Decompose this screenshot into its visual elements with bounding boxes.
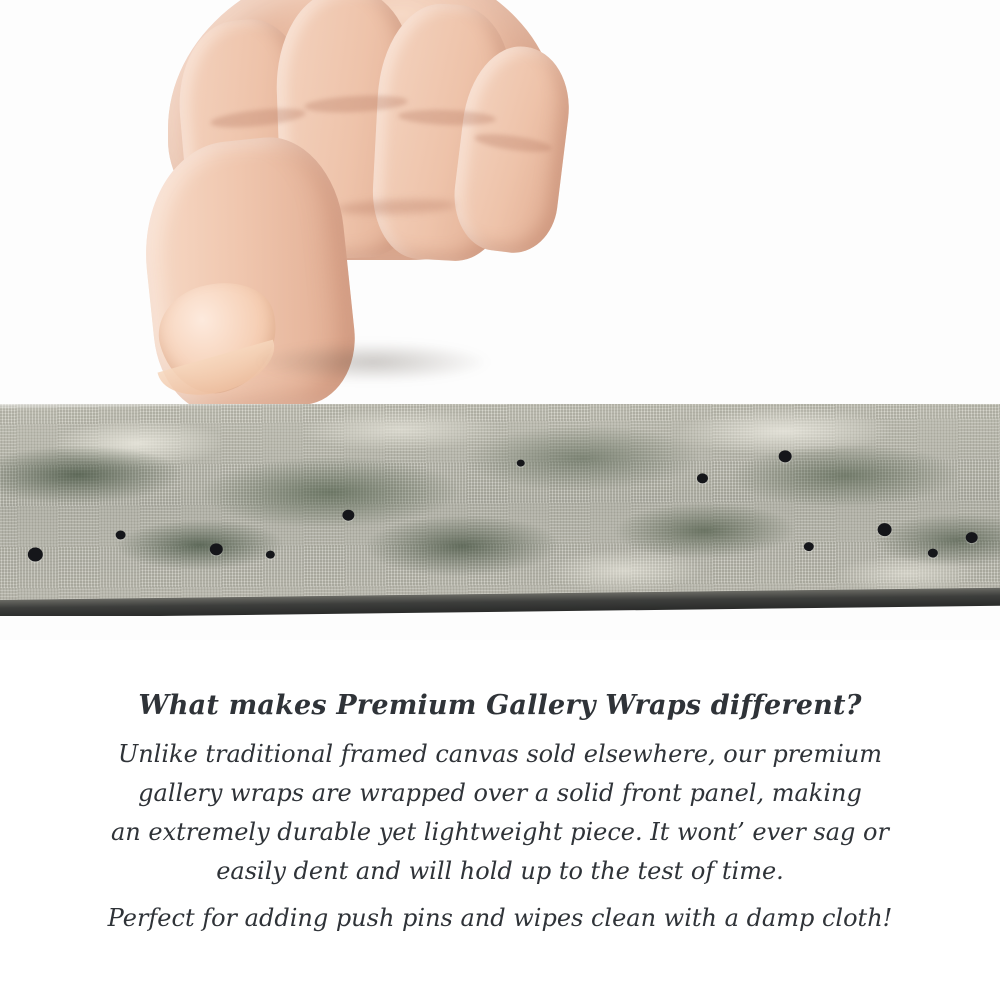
texture-speck bbox=[266, 551, 275, 559]
caption-line: Unlike traditional framed canvas sold elsewhere, our premium bbox=[117, 740, 882, 768]
canvas-printed-surface bbox=[0, 404, 1000, 609]
texture-speck bbox=[804, 542, 814, 551]
caption-block bbox=[0, 690, 1000, 937]
texture-speck bbox=[779, 450, 792, 462]
hand-shadow bbox=[258, 342, 488, 382]
texture-speck bbox=[966, 532, 978, 543]
canvas-wrap-edge bbox=[0, 404, 1000, 616]
texture-speck bbox=[517, 460, 525, 467]
texture-speck bbox=[210, 543, 223, 555]
texture-speck bbox=[342, 510, 354, 521]
caption-headline: What makes Premium Gallery Wraps different? bbox=[138, 690, 862, 721]
texture-speck bbox=[878, 523, 892, 536]
caption-line: an extremely durable yet lightweight piece. It wont’ ever sag or bbox=[111, 817, 889, 846]
caption-line: easily dent and will hold up to the test of time. bbox=[216, 856, 784, 885]
texture-speck bbox=[116, 530, 126, 539]
hand-illustration bbox=[148, 0, 568, 420]
caption-closing-line: Perfect for adding push pins and wipes clean with a damp cloth! bbox=[107, 903, 893, 932]
texture-speck bbox=[28, 547, 43, 561]
texture-speck bbox=[697, 473, 708, 483]
texture-speck bbox=[928, 549, 938, 558]
caption-line: gallery wraps are wrapped over a solid front panel, making bbox=[138, 778, 862, 807]
